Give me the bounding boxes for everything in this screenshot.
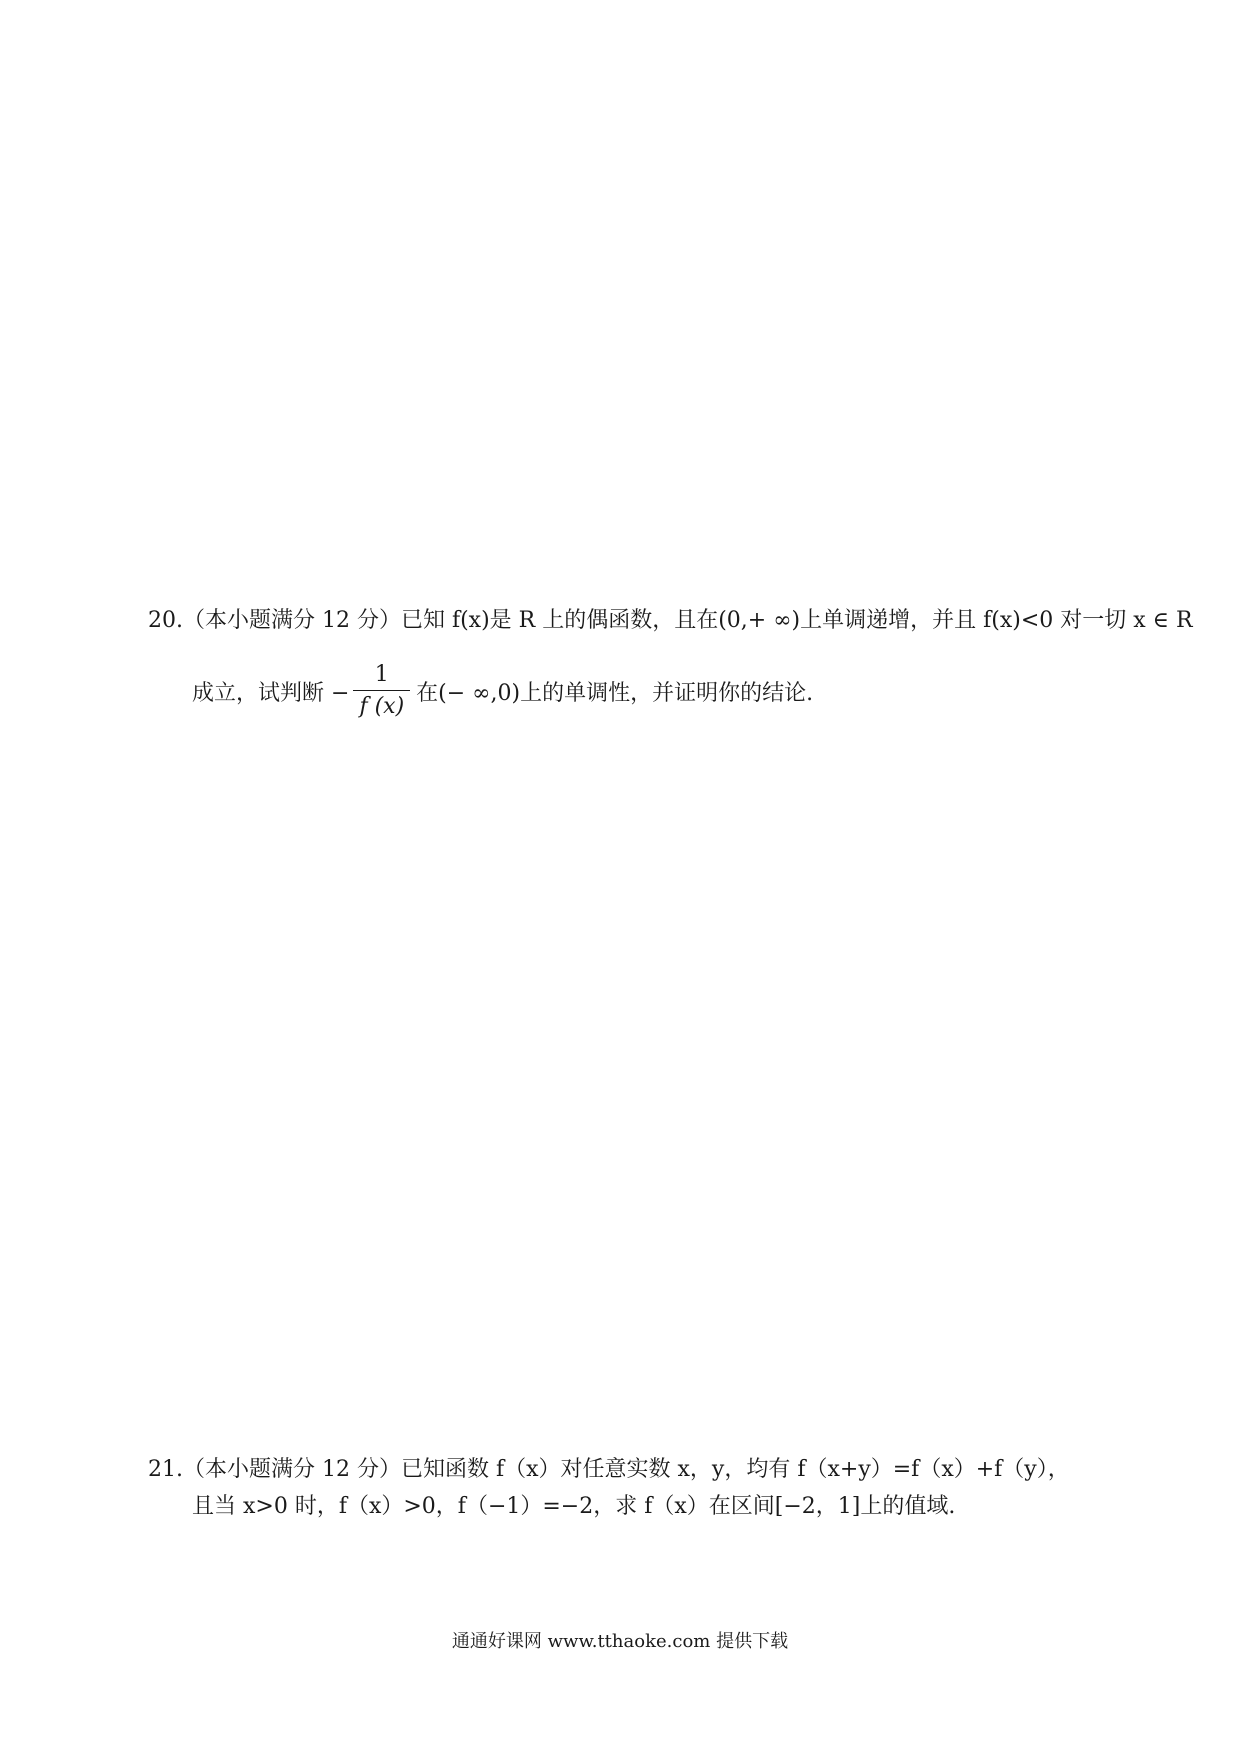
fraction <box>353 660 410 723</box>
question-20-line-2 <box>192 660 813 723</box>
fraction-numerator: 1 <box>374 662 389 687</box>
question-21-line-1: 21.（本小题满分 12 分）已知函数 f（x）对任意实数 x，y，均有 f（x+y）=f（x）+f（y）， <box>148 1457 1070 1482</box>
footer-text: 通通好课网 www.tthaoke.com 提供下载 <box>451 1631 789 1652</box>
question-21-line-2: 且当 x>0 时，f（x）>0，f（−1）=−2，求 f（x）在区间[−2，1]上的值域. <box>192 1494 956 1519</box>
fraction-denominator: f (x) <box>359 694 405 719</box>
question-20-line-2-prefix: 成立，试判断 − <box>192 681 350 706</box>
question-20-line-2-suffix: 在(− ∞,0)上的单调性，并证明你的结论. <box>416 681 814 706</box>
question-20-line-1: 20.（本小题满分 12 分）已知 f(x)是 R 上的偶函数，且在(0,+ ∞)上单调递增，并且 f(x)<0 对一切 x ∈ R <box>148 608 1193 633</box>
